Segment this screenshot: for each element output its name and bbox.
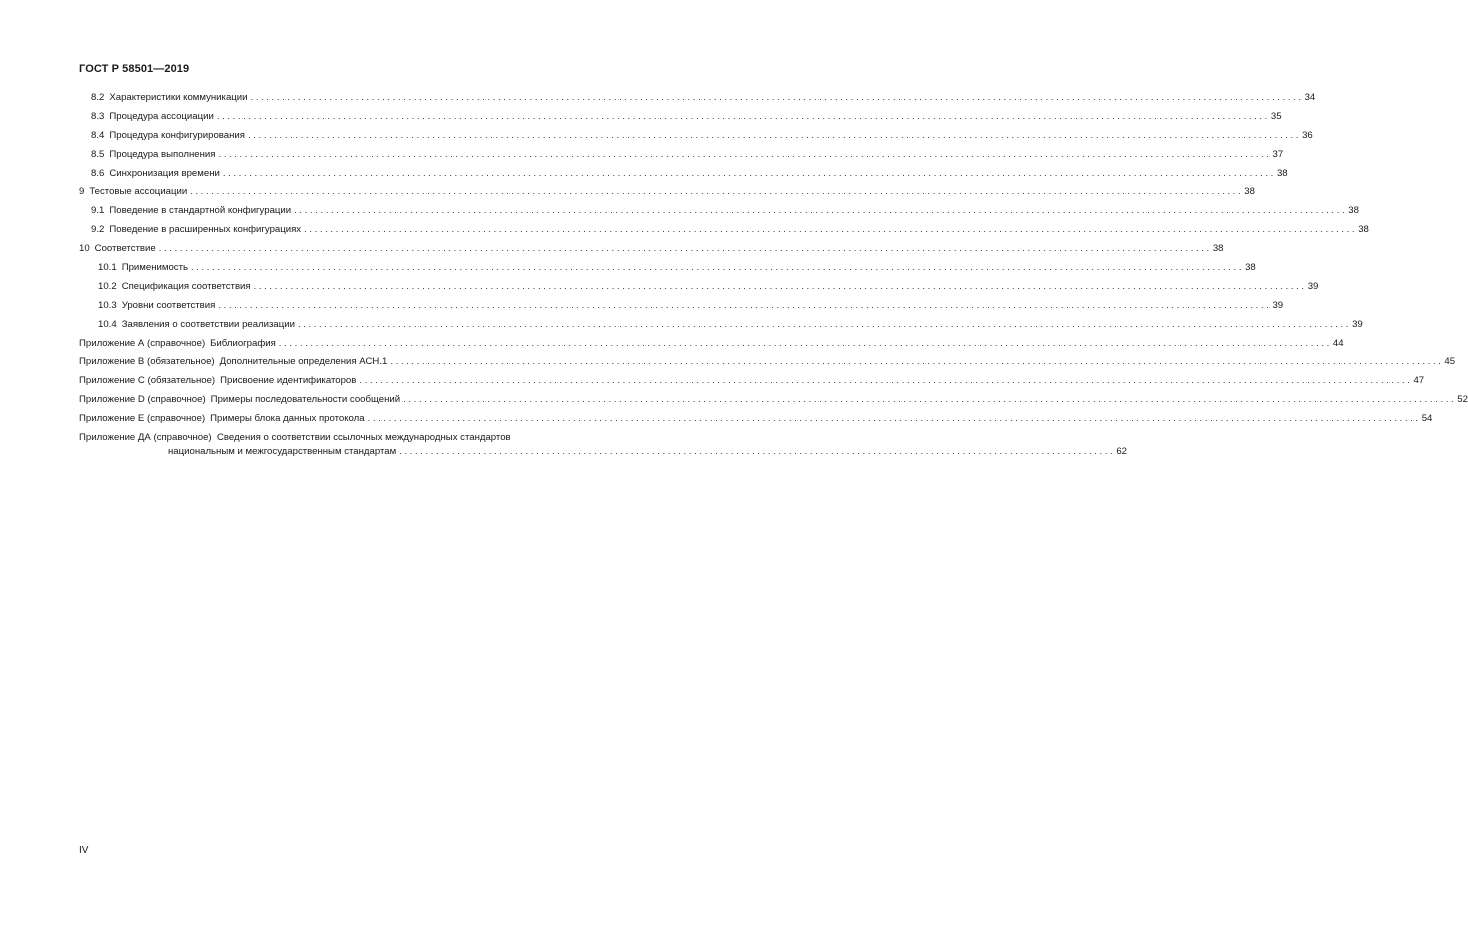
toc-entry-content [91, 167, 1288, 180]
toc-entry-number: Приложение D (справочное) [79, 394, 206, 406]
toc-entry[interactable] [79, 262, 1256, 281]
toc-leader-dots: ........................................................................................................................................................................................................ [367, 413, 1421, 425]
toc-entry-content [98, 262, 1256, 274]
toc-entry-number: 10.2 [98, 280, 117, 292]
toc-entry-title: Заявления о соответствии реализации [121, 318, 295, 330]
toc-entry-number: 10.1 [98, 262, 117, 274]
toc-entry-title-continued: национальным и межгосударственным стандартам [168, 446, 397, 458]
toc-entry-title: Примеры последовательности сообщений [210, 394, 401, 406]
toc-leader-dots: ........................................................................................................................................................................................................ [278, 337, 1332, 349]
toc-entry-title: Присвоение идентификаторов [220, 375, 357, 387]
toc-entry-content [91, 92, 1316, 104]
toc-entry-number: Приложение B (обязательное) [79, 356, 215, 368]
toc-entry[interactable] [79, 110, 1282, 130]
toc-entry-number: 8.5 [91, 148, 105, 160]
toc-entry-title: Процедура выполнения [109, 148, 216, 160]
toc-entry-number: 9.2 [91, 224, 105, 236]
toc-entry-content [91, 129, 1313, 142]
toc-entry-title: Синхронизация времени [109, 167, 220, 179]
toc-entry[interactable] [79, 243, 1224, 262]
toc-page-number: 38 [1276, 167, 1288, 179]
document-code: ГОСТ Р 58501—2019 [79, 63, 190, 75]
toc-entry-title: Библиография [210, 337, 276, 349]
toc-entry-title: Сведения о соответствии ссылочных международных стандартов [216, 432, 511, 444]
toc-page-number: 54 [1421, 413, 1433, 425]
toc-entry-content [79, 375, 1425, 387]
toc-page-number: 38 [1244, 186, 1255, 198]
toc-entry-number: 8.6 [91, 167, 105, 179]
page-number-footer: IV [79, 845, 89, 856]
toc-entry-title: Поведение в расширенных конфигурациях [109, 224, 302, 236]
toc-entry-line-2 [168, 446, 1127, 458]
toc-entry[interactable] [79, 186, 1255, 205]
toc-entry-title: Применимость [121, 262, 188, 274]
toc-entry-title: Спецификация соответствия [121, 280, 251, 292]
toc-leader-dots: ........................................................................................................................................................................................................ [222, 167, 1276, 179]
toc-entry-content [98, 318, 1363, 331]
toc-entry-number: 8.4 [91, 129, 105, 141]
toc-entry-number: Приложение А (справочное) [79, 337, 206, 349]
toc-page-number: 37 [1272, 148, 1284, 160]
toc-entry-content [79, 186, 1255, 198]
toc-entry-title: Дополнительные определения АСН.1 [219, 356, 388, 368]
toc-entry-number: Приложение C (обязательное) [79, 375, 216, 387]
toc-entry-content [79, 394, 1468, 406]
toc-entry[interactable] [79, 205, 1359, 224]
toc-leader-dots: ........................................................................................................................................................................................................ [253, 280, 1307, 292]
toc-entry[interactable] [79, 167, 1288, 187]
toc-entry-number: Приложение E (справочное) [79, 413, 206, 425]
toc-leader-dots: ........................................................................................................................................................................................................ [218, 299, 1272, 311]
toc-entry[interactable] [79, 394, 1468, 413]
toc-entry-content [98, 299, 1284, 312]
toc-leader-dots: ........................................................................................................................................................................................................ [297, 318, 1352, 330]
toc-entry-number: 8.2 [91, 92, 105, 103]
toc-leader-dots: ........................................................................................................................................................................................................ [190, 186, 1244, 198]
toc-leader-dots: ........................................................................................................................................................................................................ [191, 262, 1245, 274]
toc-page-number: 35 [1270, 110, 1282, 122]
toc-page-number: 36 [1302, 129, 1313, 141]
toc-leader-dots: ........................................................................................................................................................................................................ [294, 205, 1348, 217]
toc-leader-dots: ........................................................................................................................................................................................................ [390, 356, 1444, 368]
toc-entry-number: Приложение ДА (справочное) [79, 432, 212, 444]
toc-page-number: 39 [1352, 318, 1363, 330]
toc-entry-number: 10 [79, 243, 90, 255]
toc-entry-title: Процедура ассоциации [109, 110, 214, 122]
toc-page-number: 62 [1116, 446, 1127, 458]
toc-leader-dots: ........................................................................................................................................................................................................ [216, 110, 1270, 122]
toc-page-number: 44 [1332, 337, 1344, 349]
toc-entry[interactable] [79, 318, 1363, 338]
toc-page-number: 39 [1307, 280, 1319, 292]
toc-page-number: 47 [1413, 375, 1425, 387]
toc-entry[interactable] [79, 375, 1425, 394]
toc-entry-title: Примеры блока данных протокола [210, 413, 365, 425]
toc-leader-dots: ........................................................................................................................................................................................................ [304, 224, 1358, 236]
toc-entry[interactable] [79, 129, 1313, 149]
toc-leader-dots: ........................................................................................................................................................................................................ [403, 394, 1457, 406]
toc-entry-content [79, 413, 1433, 425]
toc-page-number: 38 [1348, 205, 1359, 217]
toc-entry-line-1 [79, 432, 511, 444]
toc-entry-title: Соответствие [94, 243, 156, 255]
toc-entry-title: Поведение в стандартной конфигурации [109, 205, 292, 217]
toc-entry-content [91, 148, 1284, 161]
toc-leader-dots: ........................................................................................................................................................................................................ [158, 243, 1212, 255]
toc-entry-content [91, 110, 1282, 123]
table-of-contents [79, 92, 1468, 462]
toc-leader-dots: ........................................................................................................................................................................................................ [250, 92, 1304, 103]
toc-entry-content [79, 243, 1224, 255]
toc-entry-number: 9.1 [91, 205, 105, 217]
toc-leader-dots: ........................................................................................................................................................................................................ [247, 129, 1302, 141]
toc-entry-content [91, 205, 1359, 217]
toc-page-number: 39 [1272, 299, 1284, 311]
toc-entry[interactable] [79, 224, 1369, 243]
toc-entry-number: 8.3 [91, 110, 105, 122]
toc-leader-dots: ........................................................................................................................................................................................................ [218, 148, 1272, 160]
toc-entry-content [79, 337, 1344, 350]
toc-entry[interactable] [79, 356, 1456, 375]
toc-entry[interactable] [79, 148, 1284, 168]
toc-entry-content [98, 280, 1319, 293]
toc-entry[interactable] [79, 337, 1344, 357]
toc-leader-dots: ........................................................................................................................................ [399, 446, 1116, 458]
toc-page-number: 38 [1212, 243, 1224, 255]
toc-entry[interactable] [79, 280, 1319, 300]
toc-entry-title: Тестовые ассоциации [89, 186, 188, 198]
toc-entry-title: Процедура конфигурирования [109, 129, 245, 141]
toc-entry-number: 10.4 [98, 318, 117, 330]
toc-leader-dots: ........................................................................................................................................................................................................ [359, 375, 1413, 387]
toc-page-number: 34 [1304, 92, 1316, 103]
toc-entry-number: 10.3 [98, 299, 117, 311]
toc-entry-content [91, 224, 1369, 236]
toc-page-number: 45 [1444, 356, 1456, 368]
toc-entry[interactable] [79, 92, 1316, 111]
toc-entry-appendix-da[interactable] [79, 432, 1127, 462]
toc-page-number: 38 [1358, 224, 1369, 236]
toc-entry[interactable] [79, 413, 1433, 432]
toc-entry[interactable] [79, 299, 1284, 319]
toc-page-number: 38 [1245, 262, 1256, 274]
toc-entry-number: 9 [79, 186, 85, 198]
toc-entry-content [79, 356, 1456, 368]
toc-entry-title: Уровни соответствия [121, 299, 216, 311]
toc-entry-title: Характеристики коммуникации [109, 92, 248, 103]
toc-page-number: 52 [1457, 394, 1468, 406]
